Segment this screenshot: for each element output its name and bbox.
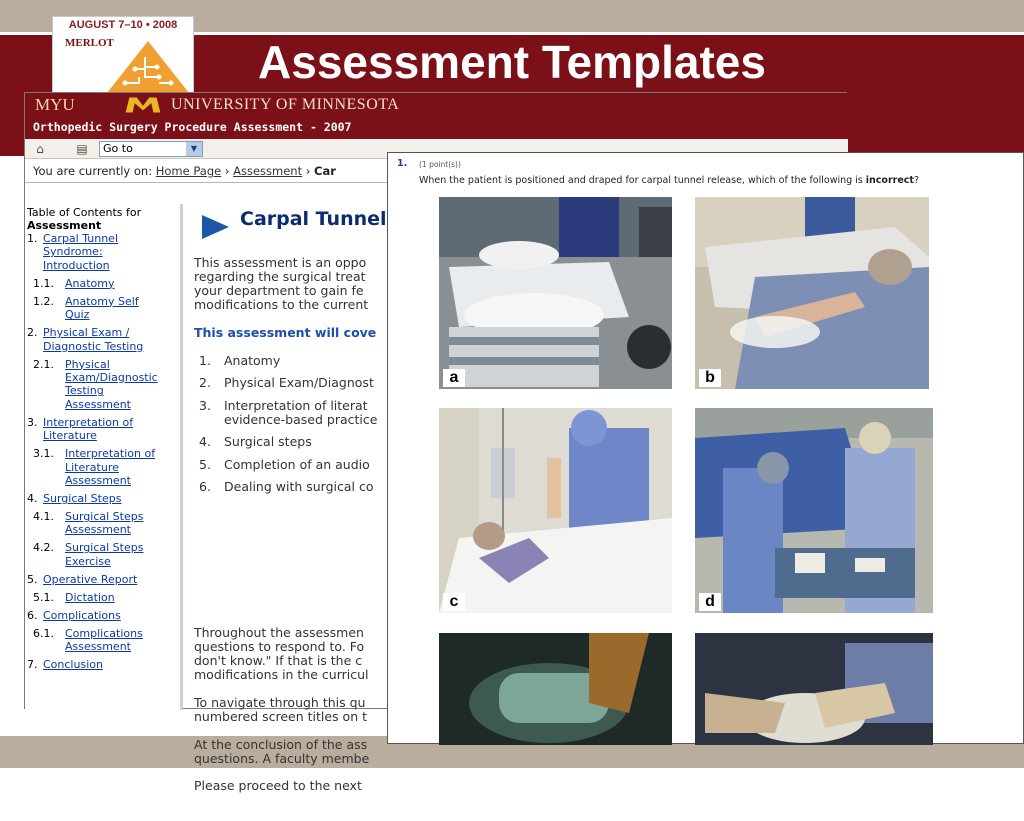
toc-item-link[interactable]: Physical (65, 357, 110, 371)
photo-arm-prep (439, 408, 672, 613)
toc-item-link[interactable]: Operative Report (43, 572, 138, 586)
answer-photo-b[interactable] (695, 197, 929, 389)
body-paragraph-line: To navigate through this qu (194, 695, 366, 710)
toc-item-link[interactable]: Quiz (65, 308, 90, 322)
question-text-pre: When the patient is positioned and draped for carpal tunnel release, which of the following is (419, 175, 866, 186)
toc-item-link[interactable]: Conclusion (43, 658, 103, 672)
body-paragraph-line: don't know." If that is the c (194, 653, 363, 668)
course-title: Orthopedic Surgery Procedure Assessment - 2007 (33, 120, 352, 134)
breadcrumb-home-link[interactable]: Home Page (155, 164, 222, 178)
toc-item (27, 608, 121, 622)
logo-date: AUGUST 7–10 • 2008 (53, 17, 193, 31)
breadcrumb-separator: › (224, 164, 230, 178)
toc-item-link[interactable]: Syndrome: (43, 245, 103, 259)
toc-item-number: 6. (27, 608, 38, 622)
quiz-question-screenshot (387, 152, 1024, 744)
body-paragraph-line: At the conclusion of the ass (194, 737, 368, 752)
goto-select[interactable] (99, 141, 203, 157)
toc-item-link[interactable]: Diagnostic Testing (43, 339, 144, 353)
body-paragraph-line: modifications in the curricul (194, 667, 369, 682)
toc-item (33, 510, 144, 537)
circuit-diamond-icon (105, 39, 191, 95)
toc-item-number: 4.1. (33, 510, 54, 523)
toc-item-number: 3.1. (33, 447, 54, 461)
coverage-heading: This assessment will cove (194, 325, 377, 340)
breadcrumb-current: Car (314, 164, 336, 178)
photo-label: d (699, 593, 721, 611)
toc-item-link[interactable]: Anatomy (65, 276, 115, 290)
coverage-list-text: Dealing with surgical co (224, 479, 374, 494)
logo-brand: MERLOT (65, 37, 114, 49)
photo-gloved-hands (695, 633, 933, 745)
toc-item-link[interactable]: Assessment (65, 473, 131, 487)
body-paragraph-line: questions to respond to. Fo (194, 639, 365, 654)
toc-item (27, 658, 103, 672)
coverage-list-item (199, 458, 370, 472)
toc-item (27, 326, 144, 353)
toc-item-number: 6.1. (33, 626, 54, 640)
university-name: UNIVERSITY OF MINNESOTA (171, 96, 400, 113)
toc-item-number: 7. (27, 658, 38, 672)
toc-item (33, 541, 144, 568)
table-of-contents (25, 204, 183, 710)
toc-item (33, 590, 115, 604)
goto-select-value: Go to (103, 142, 133, 155)
toc-item-link[interactable]: Literature (65, 460, 119, 474)
coverage-list-text: Interpretation of literat (224, 397, 368, 413)
slide-title: Assessment Templates (258, 36, 766, 88)
question-text (419, 175, 919, 186)
answer-photo-a[interactable] (439, 197, 672, 389)
myu-logo[interactable]: MYU (35, 95, 75, 114)
toc-item-link[interactable]: Interpretation of (65, 447, 156, 461)
answer-photo-e[interactable] (439, 633, 672, 745)
intro-paragraph-line: your department to gain fe (194, 283, 364, 298)
print-icon[interactable]: ▤ (76, 142, 88, 156)
toc-item-link[interactable]: Complications (65, 626, 143, 640)
coverage-list-text: Anatomy (224, 353, 281, 368)
toc-item (33, 626, 143, 654)
toc-item-link[interactable]: Assessment (65, 640, 131, 654)
toc-item-link[interactable]: Dictation (65, 590, 115, 604)
conference-logo (52, 16, 194, 96)
toc-item (33, 294, 139, 322)
toc-item-number: 5.1. (33, 590, 54, 604)
coverage-list-number: 1. (199, 353, 211, 368)
toc-item (33, 447, 156, 487)
toc-item-link[interactable]: Anatomy Self (65, 294, 139, 308)
home-icon[interactable]: ⌂ (36, 142, 44, 156)
body-paragraph-line: Please proceed to the next (194, 778, 362, 793)
photo-label: b (699, 369, 721, 387)
toc-list (25, 204, 183, 710)
breadcrumb-separator: › (305, 164, 311, 178)
answer-photo-d[interactable] (695, 408, 933, 613)
coverage-list-item (199, 413, 377, 427)
intro-paragraph-line: modifications to the current (194, 297, 369, 312)
coverage-list-number: 6. (199, 479, 211, 494)
toc-item-number: 3. (27, 415, 38, 429)
coverage-list-item (199, 399, 368, 413)
question-points: (1 point(s)) (419, 160, 461, 169)
toc-item (33, 357, 158, 411)
toc-item-number: 5. (27, 572, 38, 586)
photo-label: a (443, 369, 465, 387)
toc-item-number: 2.1. (33, 357, 54, 371)
toc-item-link[interactable]: Assessment (65, 397, 131, 411)
toc-item (27, 492, 122, 505)
toc-item-link[interactable]: Surgical Steps (65, 510, 144, 523)
toc-item-number: 1. (27, 232, 38, 245)
photo-draped-patient (695, 197, 929, 389)
body-paragraph-line: numbered screen titles on t (194, 709, 368, 724)
toc-item-link[interactable]: Complications (43, 608, 121, 622)
coverage-list-number: 4. (199, 434, 211, 450)
toc-item-link[interactable]: Assessment (65, 523, 131, 537)
toc-item-link[interactable]: Surgical Steps (65, 541, 144, 555)
intro-paragraph-line: This assessment is an oppo (194, 255, 367, 270)
toc-item (27, 415, 134, 443)
content-heading: Carpal Tunnel (240, 208, 387, 230)
toc-item (27, 572, 138, 586)
toc-item-link[interactable]: Interpretation of (43, 415, 134, 429)
coverage-list-item (199, 480, 374, 494)
toc-item-number: 4. (27, 492, 38, 505)
coverage-list-item (199, 376, 374, 390)
toc-item-link[interactable]: Exam/Diagnostic (65, 370, 158, 384)
coverage-list-number: 2. (199, 375, 211, 391)
answer-photo-c[interactable] (439, 408, 672, 613)
university-m-logo-icon (123, 95, 163, 115)
toc-item-link[interactable]: Exercise (65, 554, 111, 568)
photo-label: c (443, 593, 465, 611)
intro-paragraph-line: regarding the surgical treat (194, 269, 366, 284)
coverage-list-number: 3. (199, 397, 211, 413)
toc-item-number: 2. (27, 326, 38, 340)
question-text-bold: incorrect (865, 175, 914, 186)
question-text-post: ? (913, 175, 919, 186)
answer-photo-f[interactable] (695, 633, 933, 745)
toc-heading-line1: Table of Contents for (27, 206, 142, 219)
chevron-down-icon[interactable]: ▼ (186, 142, 202, 156)
coverage-list-item (199, 435, 312, 449)
toc-item-link[interactable]: Introduction (43, 258, 110, 272)
toc-item-link[interactable]: Surgical Steps (43, 492, 122, 505)
toc-item-number: 1.1. (33, 276, 54, 290)
question-number: 1. (397, 158, 408, 169)
coverage-list-text: Surgical steps (224, 434, 312, 450)
toc-heading-line2: Assessment (27, 219, 102, 233)
toc-item (27, 232, 119, 272)
toc-item-number: 4.2. (33, 541, 54, 555)
toc-item-link[interactable]: Literature (43, 429, 97, 443)
photo-surgical-team (695, 408, 933, 613)
coverage-list-number: 5. (199, 456, 211, 472)
photo-hand-wrap (439, 633, 672, 745)
toc-item-link[interactable]: Physical Exam / (43, 326, 130, 340)
toc-item (33, 276, 115, 290)
coverage-list-text: Completion of an audio (224, 456, 370, 472)
toc-item-number: 1.2. (33, 294, 54, 308)
coverage-list-item (199, 354, 280, 368)
body-paragraph-line: questions. A faculty membe (194, 751, 370, 766)
toc-item-link[interactable]: Testing (65, 384, 104, 398)
coverage-list-text: evidence-based practice (224, 411, 378, 427)
body-paragraph-line: Throughout the assessmen (194, 625, 364, 640)
photo-operating-table (439, 197, 672, 389)
coverage-list-text: Physical Exam/Diagnost (224, 375, 374, 391)
toc-item-link[interactable]: Carpal Tunnel (43, 232, 119, 245)
breadcrumb-assessment-link[interactable]: Assessment (233, 164, 303, 178)
breadcrumb-prefix: You are currently on: (33, 164, 153, 178)
site-header (25, 93, 848, 139)
